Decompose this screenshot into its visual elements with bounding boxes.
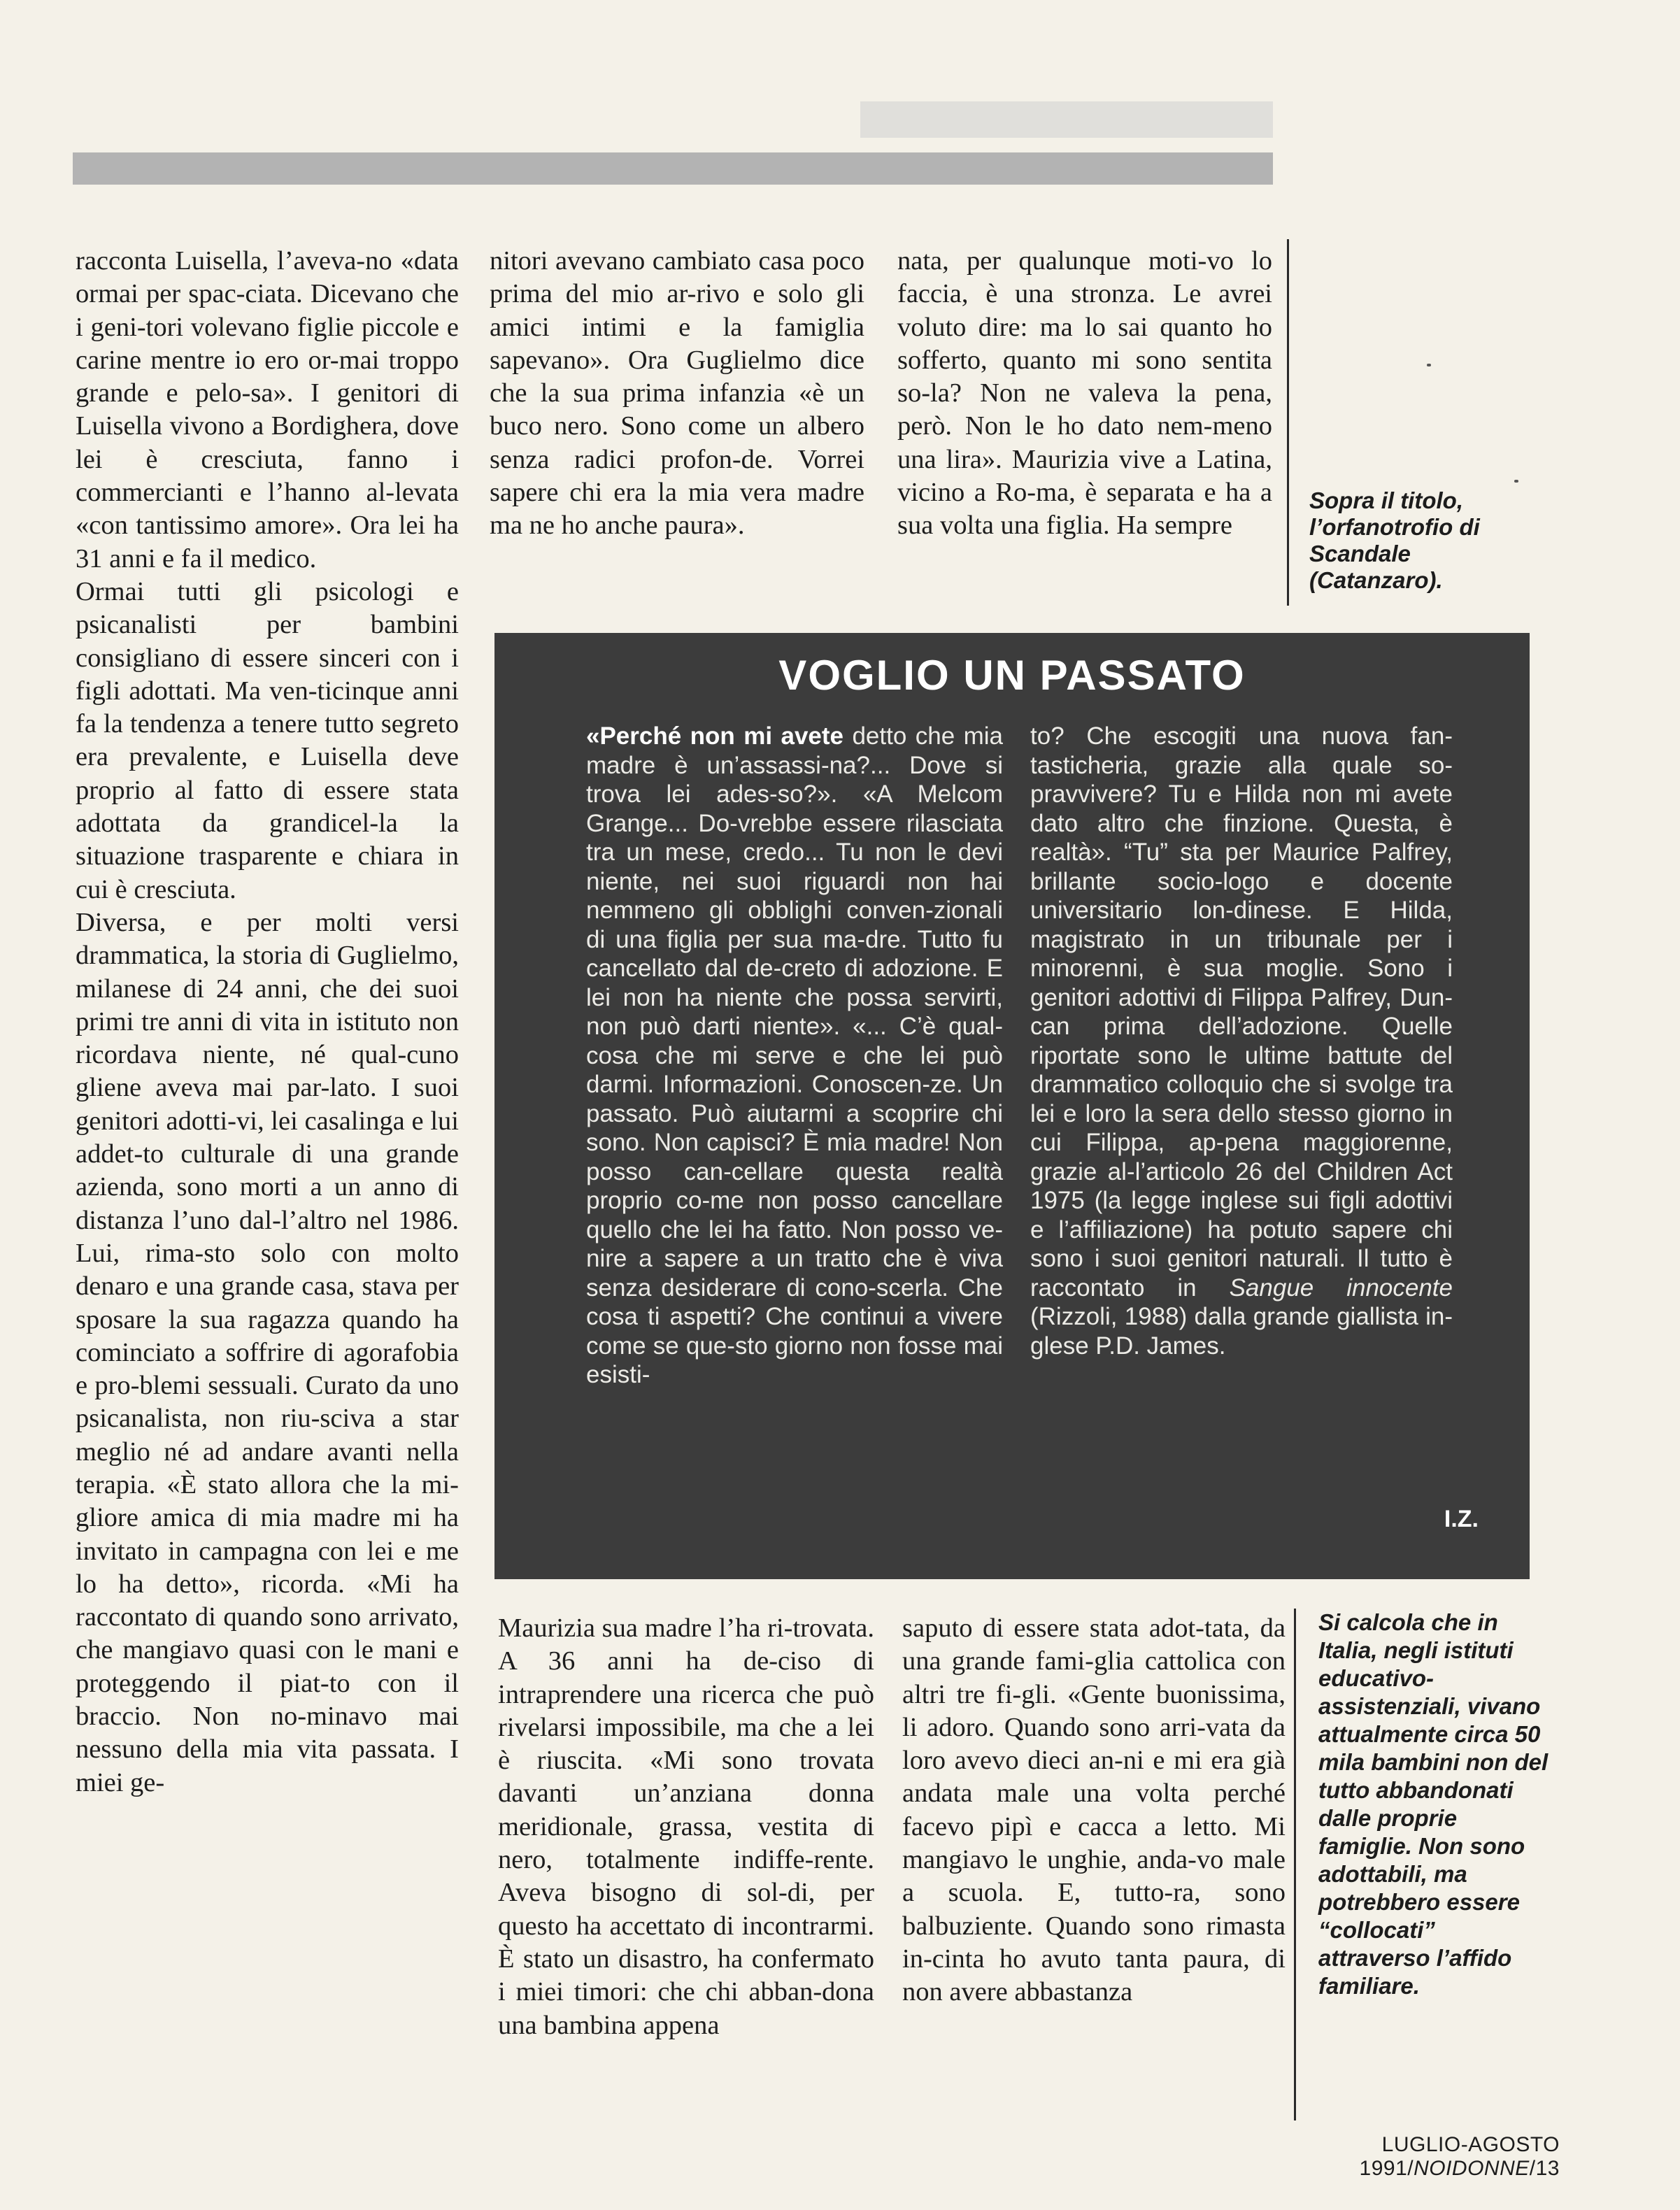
sidebar-box <box>494 633 1530 1579</box>
footer-date: LUGLIO-AGOSTO 1991/ <box>1359 2133 1560 2180</box>
box-column-2 <box>1030 722 1453 1360</box>
paragraph: Maurizia sua madre l’ha ri-trovata. A 36 anni ha de-ciso di intraprendere una ricerca che può rivelarsi impossibile, ma che a lei è riuscita. «Mi sono trovata davanti un’anziana donna meridionale, grassa, vestita di nero, totalmente indiffe-rente. Aveva bisogno di sol-di, per questo ha accettato di incontrarmi. È stato un disastro, ha confermato i miei timori: che chi abban-dona una bambina appena <box>498 1613 874 2040</box>
column-1 <box>76 245 459 1799</box>
pull-quote-caption: Si calcola che in Italia, negli istituti educativo-assistenziali, vivano attualmente circa 50 mila bambini non del tutto abbandonati dalle proprie famiglie. Non sono adottabili, ma potrebbero essere “collocati” attraverso l’affido familiare. <box>1318 1609 1549 1999</box>
print-speck <box>1514 480 1518 483</box>
author-signature: I.Z. <box>1444 1506 1479 1532</box>
paragraph: Diversa, e per molti versi drammatica, la storia di Guglielmo, milanese di 24 anni, che dei suoi primi tre anni di vita in istituto non ricordava niente, né qual-cuno gliene aveva mai par-lato. I suoi genitori adotti-vi, lei casalinga e lui addet-to culturale di una grande azienda, sono morti a un anno di distanza l’uno dal-l’altro nel 1986. Lui, rima-sto solo con molto denaro e una grande casa, stava per sposare la sua ragazza quando ha cominciato a soffrire di agorafobia e pro-blemi sessuali. Curato da uno psicanalista, non riu-sciva a star meglio né ad andare avanti nella terapia. «È stato allora che la mi-gliore amica di mia madre mi ha invitato in campagna con lei e me lo ha detto», ricorda. «Mi ha raccontato di quando sono arrivato, che mangiavo quasi con le mani e proteggendo il piat-to con il braccio. Non no-minavo mai nessuno della mia vita passata. I miei ge- <box>76 907 459 1797</box>
footer-magazine: NOIDONNE <box>1414 2157 1530 2180</box>
header-bar <box>73 152 1273 185</box>
column-2 <box>490 245 864 543</box>
box-title: VOGLIO UN PASSATO <box>778 652 1246 699</box>
paragraph: nitori avevano cambiato casa poco prima del mio ar-rivo e solo gli amici intimi e la famiglia sapevano». Ora Guglielmo dice che la sua prima infanzia «è un buco nero. Sono come un albero senza radici profon-de. Vorrei sapere chi era la mia vera madre ma ne ho anche paura». <box>490 246 864 541</box>
box-text: (Rizzoli, 1988) dalla grande giallista in-glese P.D. James. <box>1030 1303 1453 1360</box>
page-footer <box>1182 2133 1560 2181</box>
footer-page-number: /13 <box>1529 2157 1560 2180</box>
column-3 <box>897 245 1272 543</box>
column-2-bottom <box>498 1612 874 2042</box>
column-3-bottom <box>902 1612 1286 2009</box>
box-text: to? Che escogiti una nuova fan-tasticheria, grazie alla quale so-pravvivere? Tu e Hilda non mi avete dato altro che finzione. Questa, è realtà». “Tu” sta per Maurice Palfrey, brillante socio-logo e docente universitario lon-dinese. E Hilda, magistrato in un tribunale per i minorenni, è sua moglie. Sono i genitori adottivi di Filippa Palfrey, Dun-can prima dell’adozione. Quelle riportate sono le ultime battute del drammatico colloquio che si svolge tra lei e loro la sera dello stesso giorno in cui Filippa, ap-pena maggiorenne, grazie al-l’articolo 26 del Children Act 1975 (la legge inglese sui figli adottivi e l’affiliazione) ha potuto sapere chi sono i suoi genitori naturali. Il tutto è raccontato in <box>1030 722 1453 1302</box>
paragraph: saputo di essere stata adot-tata, da una grande fami-glia cattolica con altri tre fi-gli. «Gente buonissima, li adoro. Quando sono arri-vata da loro avevo dieci an-ni e mi era già andata male una volta perché facevo pipì e cacca a letto. Mi mangiavo le unghie, anda-vo male a scuola. E, tutto-ra, sono balbuziente. Quando sono rimasta in-cinta ho avuto tanta paura, di non avere abbastanza <box>902 1613 1286 2007</box>
book-title: Sangue innocente <box>1229 1274 1453 1302</box>
paragraph: nata, per qualunque moti-vo lo faccia, è una stronza. Le avrei voluto dire: ma lo sai quanto ho sofferto, quanto mi sono sentita so-la? Non ne valeva la pena, però. Non le ho dato nem-meno una lira». Maurizia vive a Latina, vicino a Ro-ma, è separata e ha a sua volta una figlia. Ha sempre <box>897 246 1272 541</box>
photo-caption: Sopra il titolo, l’orfanotrofio di Scandale (Catanzaro). <box>1309 487 1480 593</box>
box-lead: «Perché non mi avete <box>586 722 844 750</box>
paragraph: racconta Luisella, l’aveva-no «data ormai per spac-ciata. Dicevano che i geni-tori volevano figlie piccole e carine mentre io ero or-mai troppo grande e pelo-sa». I genitori di Luisella vivono a Bordighera, dove lei è cresciuta, fanno i commercianti e l’hanno al-levata «con tantissimo amore». Ora lei ha 31 anni e fa il medico. <box>76 246 459 573</box>
column-divider <box>1287 239 1289 606</box>
column-divider <box>1294 1609 1296 2120</box>
box-text: detto che mia madre è un’assassi-na?... Dove si trova lei ades-so?». «A Melcom Grange... Do-vrebbe essere rilasciata tra un mese, credo... Tu non le devi niente, nei suoi riguardi non hai nemmeno gli obblighi conven-zionali di una figlia per sua ma-dre. Tutto fu cancellato dal de-creto di adozione. E lei non ha niente che possa servirti, non può darti niente». «... C’è qual-cosa che mi serve e che lei può darmi. Informazioni. Conoscen-ze. Un passato. Può aiutarmi a scoprire chi sono. Non capisci? È mia madre! Non posso can-cellare questa realtà proprio co-me non posso cancellare quello che lei ha fatto. Non posso ve-nire a sapere a un tratto che è viva senza desiderare di cono-scerla. Che cosa ti aspetti? Che continui a vivere come se que-sto giorno non fosse mai esisti- <box>586 722 1003 1388</box>
header-faint-block <box>860 101 1273 138</box>
print-speck <box>1427 364 1431 366</box>
paragraph: Ormai tutti gli psicologi e psicanalisti per bambini consigliano di essere sinceri con i figli adottati. Ma ven-ticinque anni fa la tendenza a tenere tutto segreto era prevalente, e Luisella deve proprio al fatto di essere stata adottata da grandicel-la la situazione trasparente e chiara in cui è cresciuta. <box>76 576 459 904</box>
box-column-1 <box>586 722 1003 1390</box>
